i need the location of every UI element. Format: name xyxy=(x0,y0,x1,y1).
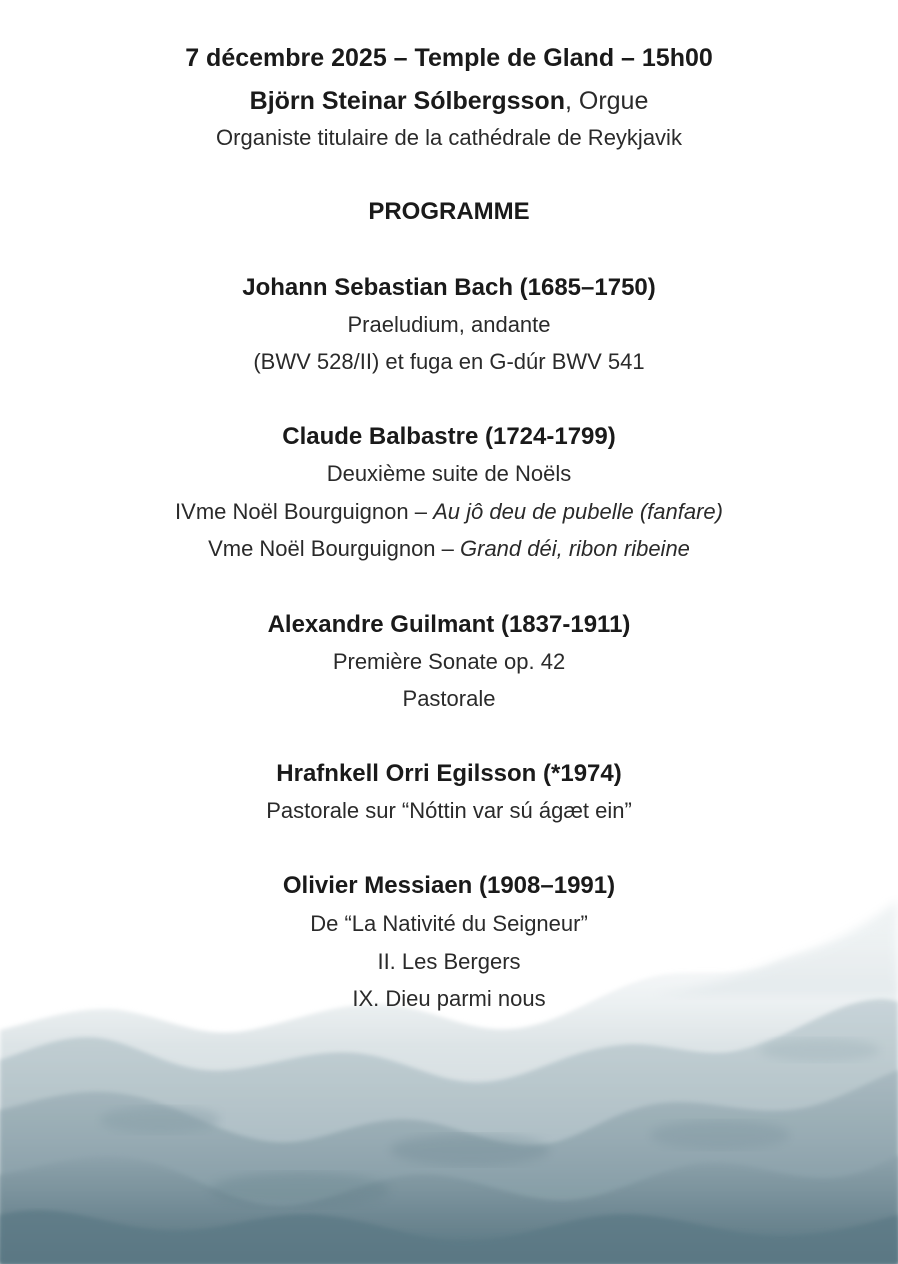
performer-line xyxy=(0,89,898,114)
noel-prefix: Vme Noël Bourguignon – xyxy=(208,536,460,561)
work-title: Pastorale sur “Nóttin var sú ágæt ein” xyxy=(266,798,632,823)
noel-line xyxy=(0,501,898,523)
work-title: Praeludium, andante xyxy=(347,312,551,337)
work-title: De “La Nativité du Seigneur” xyxy=(310,911,588,936)
noel-title: Grand déi, ribon ribeine xyxy=(460,536,690,561)
noel-line xyxy=(0,538,898,560)
composer-name: Hrafnkell Orri Egilsson (*1974) xyxy=(276,760,622,787)
work-title: IX. Dieu parmi nous xyxy=(352,986,546,1011)
composer-name: Alexandre Guilmant (1837-1911) xyxy=(267,611,631,638)
composer-name: Johann Sebastian Bach (1685–1750) xyxy=(242,274,656,301)
work-title: II. Les Bergers xyxy=(377,949,521,974)
performer-role: , Orgue xyxy=(564,87,649,115)
work-title: Première Sonate op. 42 xyxy=(332,649,566,674)
noel-title: Au jô deu de pubelle (fanfare) xyxy=(433,499,723,524)
performer-title: Organiste titulaire de la cathédrale de Reykjavik xyxy=(216,125,682,150)
work-title: Pastorale xyxy=(402,686,496,711)
date-venue-time: 7 décembre 2025 – Temple de Gland – 15h00 xyxy=(185,44,713,72)
composer-name: Claude Balbastre (1724-1799) xyxy=(282,423,616,450)
work-title: Deuxième suite de Noëls xyxy=(326,461,572,486)
work-title: (BWV 528/II) et fuga en G-dúr BWV 541 xyxy=(253,349,645,374)
programme-heading: PROGRAMME xyxy=(368,198,530,225)
performer-name: Björn Steinar Sólbergsson xyxy=(249,87,565,115)
noel-prefix: IVme Noël Bourguignon – xyxy=(175,499,434,524)
composer-name: Olivier Messiaen (1908–1991) xyxy=(282,872,616,899)
